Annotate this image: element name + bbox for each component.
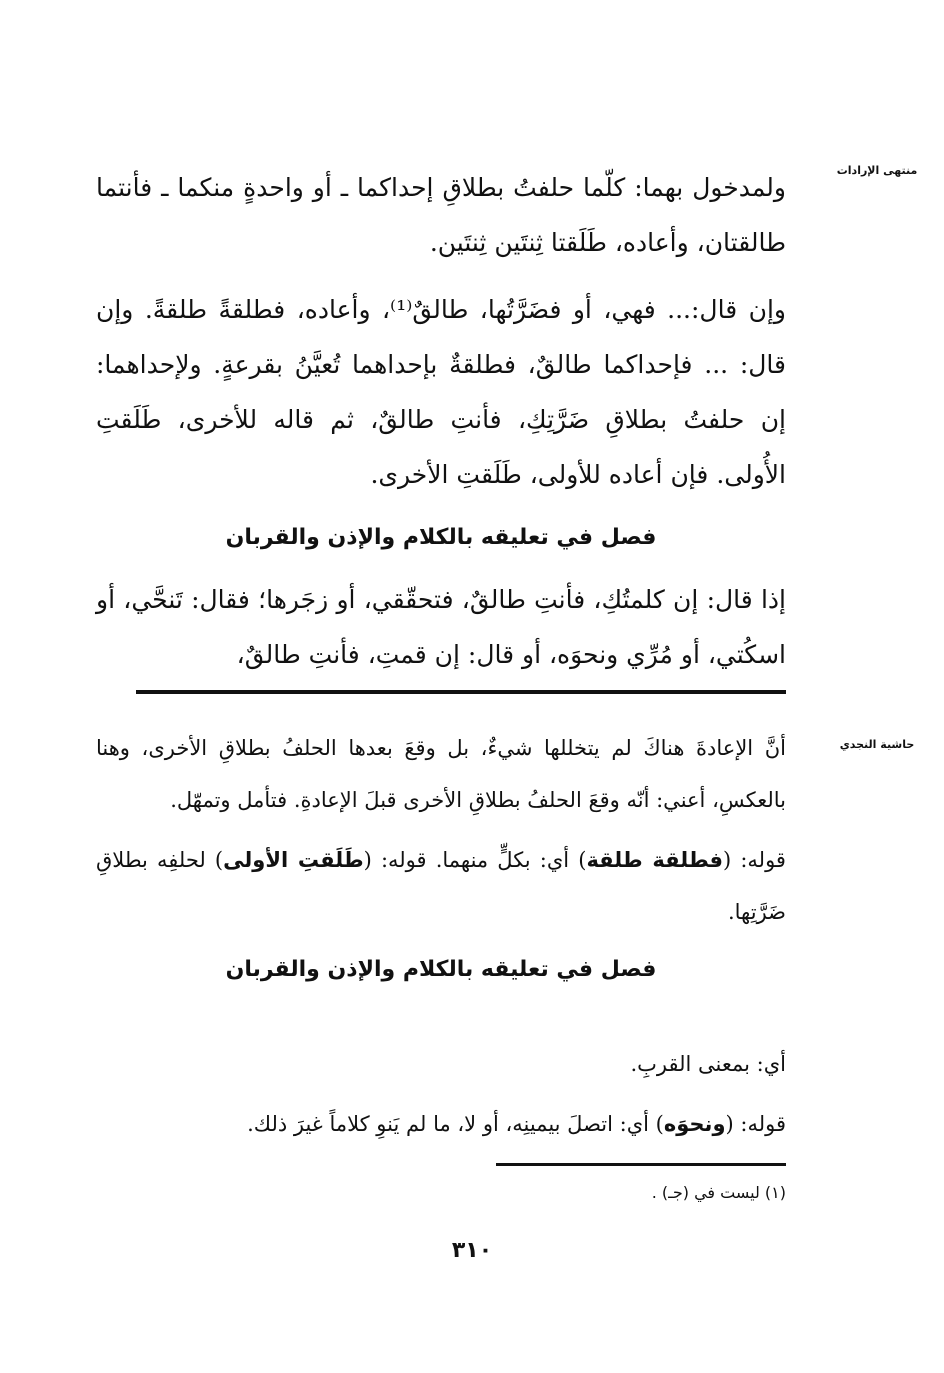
page-number: ٣١٠ [451,1238,493,1263]
main-section-heading: فصل في تعليقه بالكلام والإذن والقربان [225,525,657,550]
main-paragraph-2: وإن قال:... فهي، أو فضَرَّتُها، طالقٌ⁽¹⁾، وأعاده، فطلقةً طلقةً. وإن قال: ... فإحداكما طالقٌ، فطلقةٌ بإحداهما تُعيَّنُ بقرعةٍ. ولإحداهما: إن حلفتُ بطلاقِ ضَرَّتِكِ، فأنتِ طالقٌ، ثم قاله للأخرى، طَلَقتِ الأُولى. فإن أعاده للأولى، طَلَقتِ الأخرى. [96,295,786,489]
commentary-p4-quote: ونحوَه [663,1112,726,1136]
commentary-side-label: حاشية النجدي [839,738,915,751]
running-head: منتهى الإرادات [836,164,918,177]
main-paragraph-1: ولمدخول بهما: كلّما حلفتُ بطلاقِ إحداكما ـ أو واحدةٍ منكما ـ فأنتما طالقتان، وأعاده، طَلَقتا ثِنتَين ثِنتَين. [96,173,786,257]
commentary-paragraph-1: أنَّ الإعادةَ هناكَ لم يتخللها شيءٌ، بل وقعَ بعدها الحلفُ بطلاقِ الأخرى، وهنا بالعكسِ، أعني: أنّه وقعَ الحلفُ بطلاقِ الأخرى قبلَ الإعادةِ. فتأمل وتمهّل. [96,736,786,812]
commentary-paragraph-3: أي: بمعنى القربِ. [630,1052,786,1076]
commentary-p2-middle: ) أي: بكلٍّ منهما. قوله: ( [363,848,587,872]
commentary-p2-quote-1: فطلقة طلقة [586,848,724,872]
commentary-paragraph-4 [96,1098,786,1150]
main-divider [136,690,786,694]
main-section-text: إذا قال: إن كلمتُكِ، فأنتِ طالقٌ، فتحقّقي، أو زجَرها؛ فقال: تَنحَّي، أو اسكُتي، أو مُرِّي ونحوَه، أو قال: إن قمتِ، فأنتِ طالقٌ، [96,585,786,669]
commentary-p4-suffix: ) أي: اتصلَ بيمينِه، أو لا، ما لم يَنوِ كلاماً غيرَ ذلك. [247,1112,664,1136]
commentary-p2-suffix: ) لحلفِه بطلاقِ ضَرَّتِها. [96,848,786,924]
main-text [96,160,786,682]
commentary-p2-prefix: قوله: ( [723,848,786,872]
commentary-p2-quote-2: طَلَقتِ الأولى [223,848,364,872]
commentary-paragraph-2 [96,834,786,938]
commentary-p4-prefix: قوله: ( [725,1112,786,1136]
commentary-text [96,722,786,1158]
footnote: (١) ليست في (جـ) . [651,1183,786,1202]
footnote-divider [496,1163,786,1166]
commentary-section-heading: فصل في تعليقه بالكلام والإذن والقربان [225,957,657,982]
